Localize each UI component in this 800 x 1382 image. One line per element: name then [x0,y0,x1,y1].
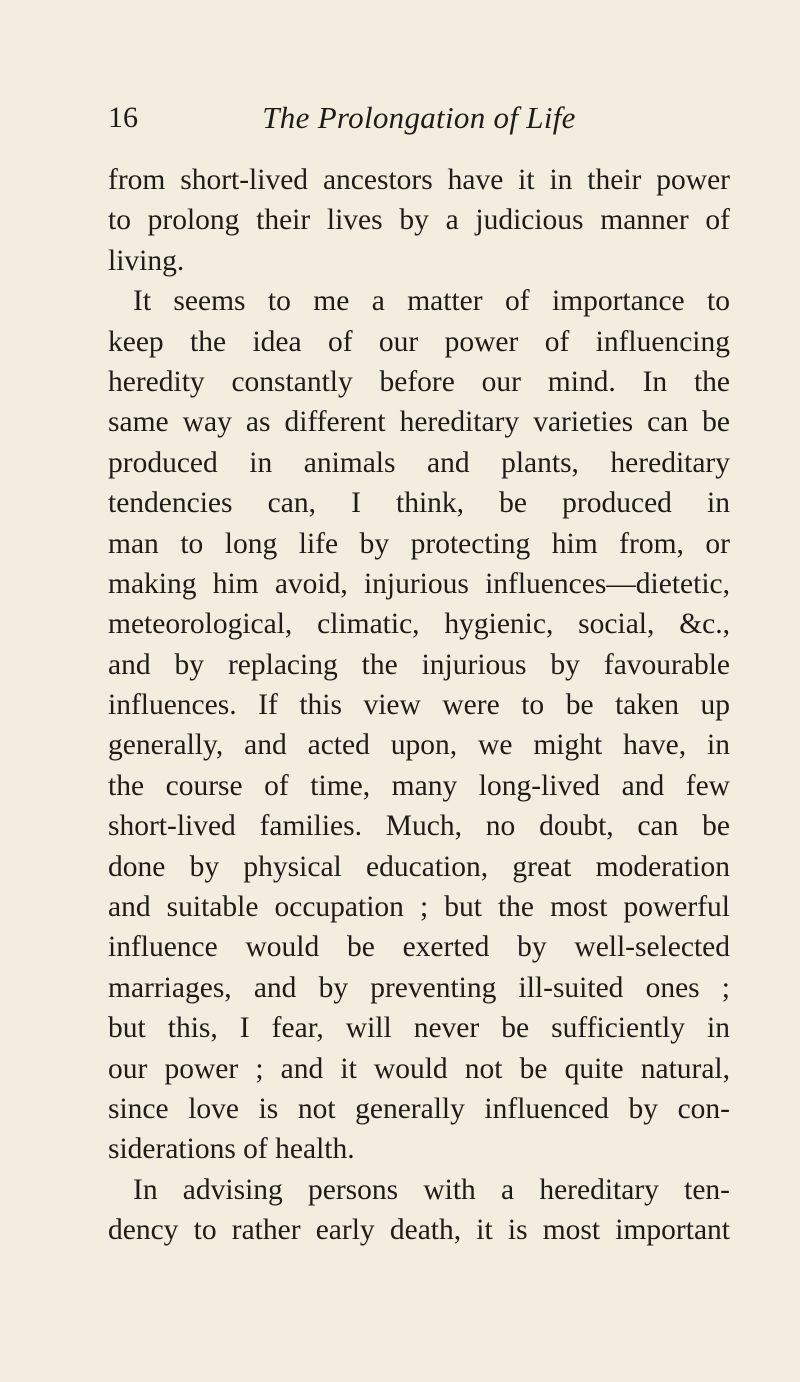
text-line: short-lived families. Much, no doubt, can be [108,810,730,843]
text-line: man to long life by protecting him from, or [108,527,730,560]
page-number: 16 [108,101,138,134]
text-line: the course of time, many long-lived and few [108,769,730,802]
text-line: influence would be exerted by well-selected [108,931,730,964]
text-line: and suitable occupation ; but the most powerful [108,891,730,924]
text-line: done by physical education, great moderation [108,850,730,883]
text-line: influences. If this view were to be taken up [108,689,730,722]
text-line: siderations of health. [108,1133,355,1166]
text-line: since love is not generally influenced by con- [108,1092,730,1125]
text-line: living. [108,244,185,277]
text-line: In advising persons with a hereditary ten- [133,1173,730,1206]
text-line: and by replacing the injurious by favourable [108,648,730,681]
text-line: tendencies can, I think, be produced in [108,487,730,520]
text-line: meteorological, climatic, hygienic, social, &c., [108,608,730,641]
text-line: same way as different hereditary varieties can be [108,406,730,439]
body-text [108,160,730,1251]
text-line: produced in animals and plants, hereditary [108,446,730,479]
text-line: to prolong their lives by a judicious manner of [108,204,730,237]
text-line: generally, and acted upon, we might have, in [108,729,730,762]
text-line: but this, I fear, will never be sufficiently in [108,1012,730,1045]
running-title: The Prolongation of Life [262,100,576,135]
text-line: marriages, and by preventing ill-suited ones ; [108,971,730,1004]
text-line: keep the idea of our power of influencing [108,325,730,358]
text-line: our power ; and it would not be quite natural, [108,1052,730,1085]
running-head [108,96,730,140]
text-line: from short-lived ancestors have it in their power [108,164,730,196]
text-line: making him avoid, injurious influences—dietetic, [108,567,730,600]
text-line: heredity constantly before our mind. In the [108,365,730,398]
text-line: dency to rather early death, it is most important [108,1214,730,1247]
text-line: It seems to me a matter of importance to [133,285,730,318]
